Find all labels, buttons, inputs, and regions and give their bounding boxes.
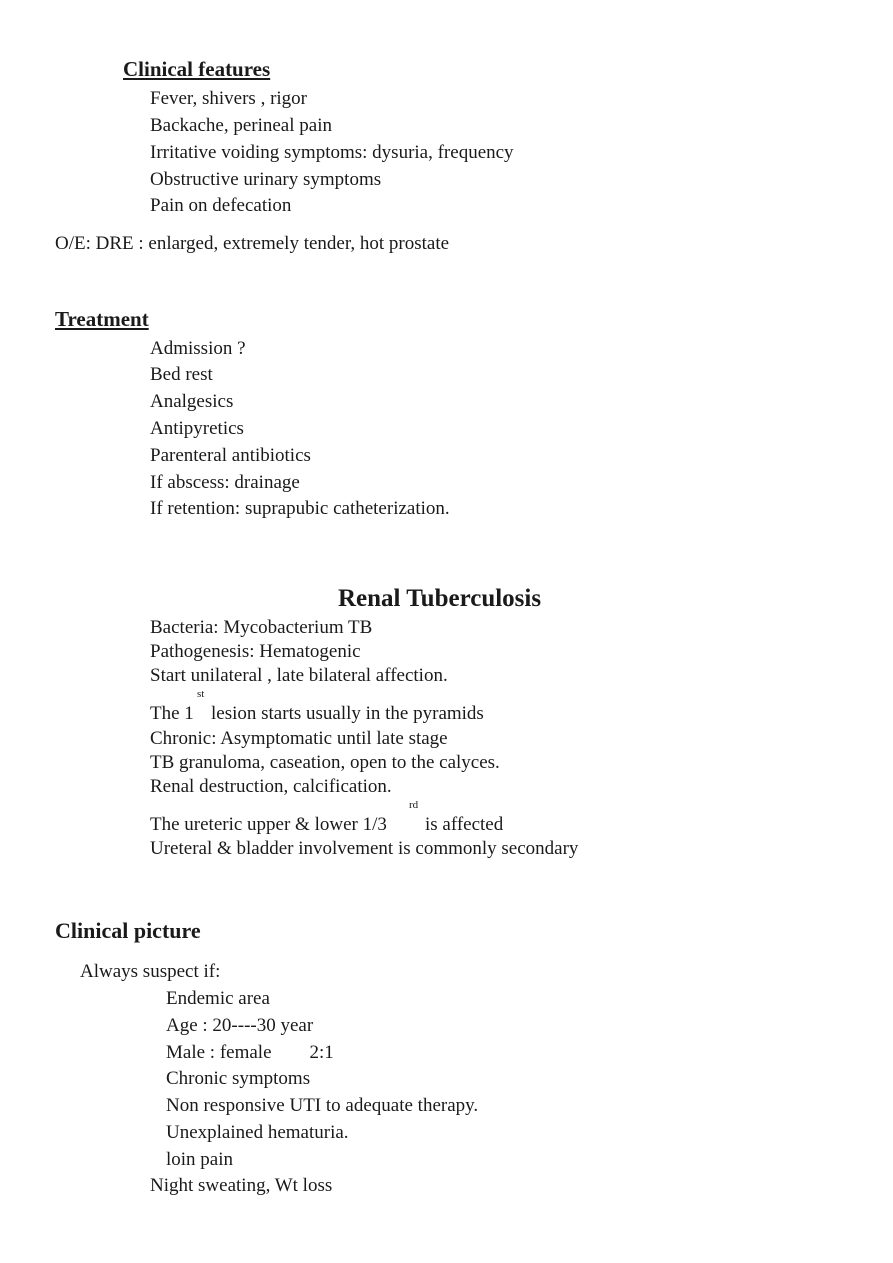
clinical-features-heading: Clinical features <box>123 57 271 81</box>
clinical-picture-item: Male : female 2:1 <box>166 1042 334 1063</box>
clinical-picture-item: Unexplained hematuria. <box>166 1122 349 1143</box>
treatment-item: Antipyretics <box>150 418 244 439</box>
renal-tb-ureteric-pre: The ureteric upper & lower 1/3 <box>150 814 387 835</box>
renal-tb-pathogenesis: Pathogenesis: Hematogenic <box>150 641 361 662</box>
clinical-feature-item: Backache, perineal pain <box>150 115 332 136</box>
renal-tb-first-lesion-post: lesion starts usually in the pyramids <box>211 703 484 724</box>
treatment-item: If abscess: drainage <box>150 472 300 493</box>
clinical-feature-item: Pain on defecation <box>150 195 292 216</box>
renal-tb-first-lesion-pre: The 1 <box>150 703 194 724</box>
clinical-picture-heading: Clinical picture <box>55 918 201 943</box>
renal-tb-granuloma: TB granuloma, caseation, open to the calyces. <box>150 752 500 773</box>
treatment-item: Parenteral antibiotics <box>150 445 311 466</box>
superscript-st: st <box>197 688 205 700</box>
clinical-picture-item: loin pain <box>166 1149 234 1170</box>
examination-finding: O/E: DRE : enlarged, extremely tender, hot prostate <box>55 233 450 254</box>
clinical-picture-item: Age : 20----30 year <box>166 1015 314 1036</box>
treatment-item: If retention: suprapubic catheterization. <box>150 498 450 519</box>
treatment-item: Analgesics <box>150 391 234 412</box>
renal-tb-bacteria: Bacteria: Mycobacterium TB <box>150 617 373 638</box>
treatment-heading: Treatment <box>55 307 149 331</box>
renal-tb-ureteric-post: is affected <box>425 814 504 835</box>
clinical-picture-suspect: Always suspect if: <box>80 961 221 982</box>
clinical-picture-item: Endemic area <box>166 988 270 1009</box>
treatment-item: Admission ? <box>150 338 246 359</box>
renal-tb-start: Start unilateral , late bilateral affection. <box>150 665 448 686</box>
clinical-picture-item: Non responsive UTI to adequate therapy. <box>166 1095 479 1116</box>
clinical-picture-item: Chronic symptoms <box>166 1068 311 1089</box>
renal-tb-ureteral: Ureteral & bladder involvement is commonly secondary <box>150 838 579 859</box>
clinical-feature-item: Irritative voiding symptoms: dysuria, frequency <box>150 142 514 163</box>
clinical-feature-item: Fever, shivers , rigor <box>150 88 308 109</box>
superscript-rd: rd <box>409 799 419 811</box>
renal-tb-destruction: Renal destruction, calcification. <box>150 776 392 797</box>
renal-tb-chronic: Chronic: Asymptomatic until late stage <box>150 728 448 749</box>
clinical-picture-night: Night sweating, Wt loss <box>150 1175 333 1196</box>
clinical-feature-item: Obstructive urinary symptoms <box>150 169 382 190</box>
treatment-item: Bed rest <box>150 364 213 385</box>
renal-tb-title: Renal Tuberculosis <box>338 585 542 612</box>
